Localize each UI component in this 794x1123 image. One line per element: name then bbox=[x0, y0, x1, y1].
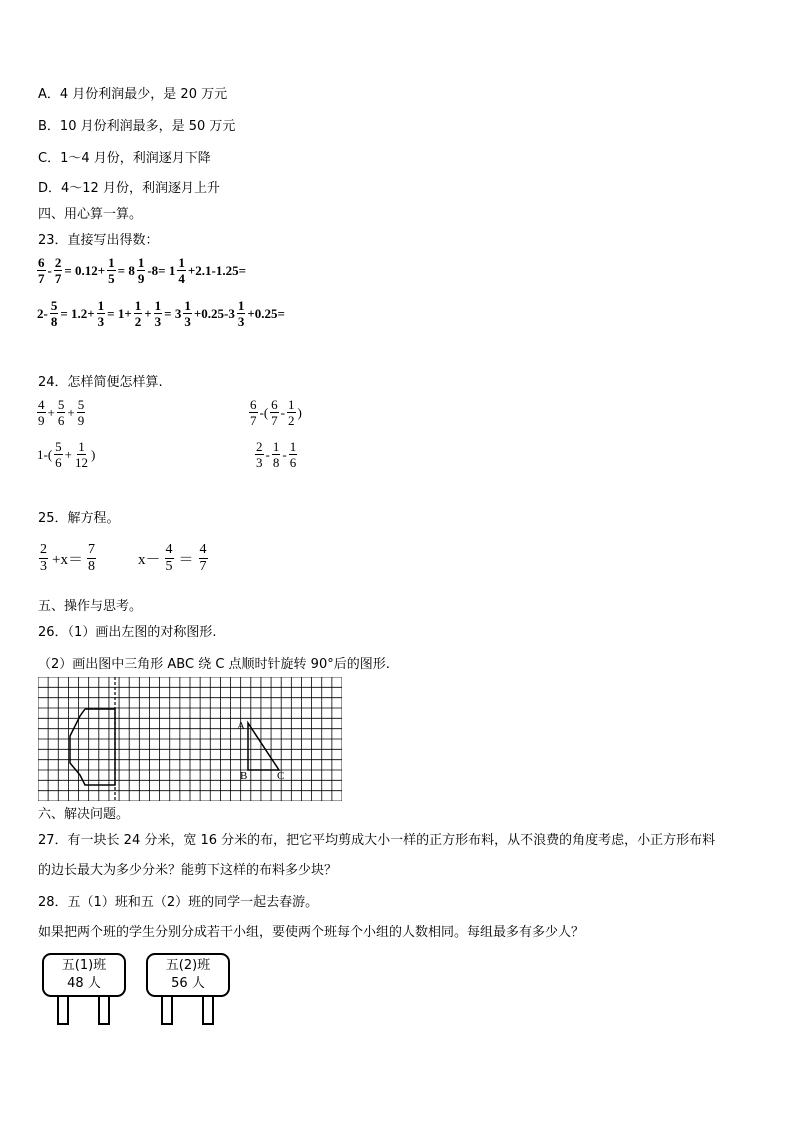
q24-expr-1: $\frac{4}{9}$ + $\frac{5}{6}$ + $\frac{5}{9}$ bbox=[38, 397, 85, 428]
q25-equation-2: x－ $\frac{4}{5}$ ＝ $\frac{4}{7}$ bbox=[138, 542, 207, 574]
q26-line-1: 26．（1）画出左图的对称图形. bbox=[38, 625, 217, 640]
sign-leg bbox=[202, 997, 214, 1025]
sign-leg bbox=[98, 997, 110, 1025]
q27-line-1: 27．有一块长 24 分米，宽 16 分米的布，把它平均剪成大小一样的正方形布料，从不浪费的角度考虑，小正方形布料 bbox=[38, 833, 716, 848]
sign-leg bbox=[57, 997, 69, 1025]
class-sign-2-count: 56 人 bbox=[171, 976, 205, 991]
q26-line-2: （2）画出图中三角形 ABC 绕 C 点顺时针旋转 90°后的图形. bbox=[38, 657, 390, 672]
q25-equation-1: $\frac{2}{3}$ +x＝ $\frac{7}{8}$ bbox=[40, 542, 95, 574]
class-sign-1-name: 五(1)班 bbox=[61, 958, 107, 973]
q28-line-1: 28．五（1）班和五（2）班的同学一起去春游。 bbox=[38, 895, 319, 910]
vertex-c-label: C bbox=[277, 770, 285, 782]
q24-expr-2: $\frac{6}{7}$ -( $\frac{6}{7}$ - $\frac{1}{2}$ ) bbox=[250, 397, 302, 428]
q24-title: 24．怎样简便怎样算. bbox=[38, 375, 163, 390]
choice-d: D．4～12 月份，利润逐月上升 bbox=[38, 181, 220, 196]
vertex-a-label: A bbox=[237, 720, 245, 732]
triangle-abc bbox=[248, 723, 279, 770]
symmetric-shape-half bbox=[70, 709, 115, 785]
class-sign-1 bbox=[42, 953, 126, 997]
q27-line-2: 的边长最大为多少分米？能剪下这样的布料多少块？ bbox=[38, 863, 338, 878]
choice-b: B．10 月份利润最多，是 50 万元 bbox=[38, 119, 236, 134]
class-sign-2 bbox=[146, 953, 230, 997]
q23-title: 23．直接写出得数： bbox=[38, 233, 159, 248]
section-5-heading: 五、操作与思考。 bbox=[38, 599, 143, 614]
section-4-heading: 四、用心算一算。 bbox=[38, 207, 143, 222]
vertex-b-label: B bbox=[240, 770, 248, 782]
class-sign-2-name: 五(2)班 bbox=[165, 958, 211, 973]
choice-c: C．1～4 月份，利润逐月下降 bbox=[38, 151, 211, 166]
q25-title: 25．解方程。 bbox=[38, 511, 120, 526]
q23-row1: $\frac{6}{7}$ - $\frac{2}{7}$ = 0.12+ $\frac{1}{5}$ = 8 $\frac{1}{9}$ -8= 1 $\frac{1}{4}$ +2.1-1.25= bbox=[38, 255, 246, 286]
q24-expr-4: $\frac{2}{3}$ - $\frac{1}{8}$ - $\frac{1}{6}$ bbox=[256, 439, 297, 470]
q23-row2: 2- $\frac{5}{8}$ = 1.2+ $\frac{1}{3}$ = 1+ $\frac{1}{2}$ + $\frac{1}{3}$ = 3 $\frac{1}{3}$ +0.25-3 $\frac{1}{3}$ +0.25= bbox=[37, 298, 285, 329]
q28-line-2: 如果把两个班的学生分别分成若干小组，要使两个班每个小组的人数相同。每组最多有多少人？ bbox=[38, 925, 585, 940]
class-sign-1-count: 48 人 bbox=[67, 976, 101, 991]
sign-leg bbox=[161, 997, 173, 1025]
q24-expr-3: 1-( $\frac{5}{6}$ + $\frac{1}{12}$ ) bbox=[37, 439, 96, 470]
choice-a: A．4 月份利润最少，是 20 万元 bbox=[38, 87, 228, 102]
section-6-heading: 六、解决问题。 bbox=[38, 807, 130, 822]
q26-grid-figure bbox=[38, 677, 342, 801]
